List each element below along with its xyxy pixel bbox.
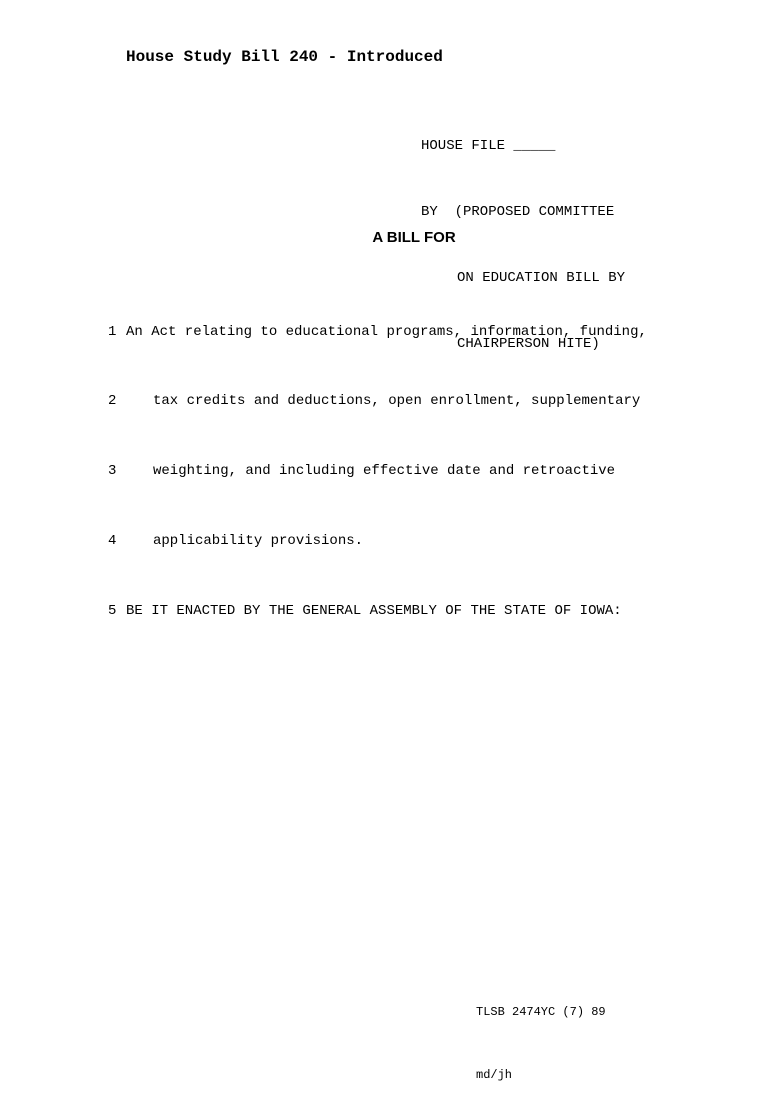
line-number: 3	[108, 463, 117, 480]
bill-line	[108, 321, 647, 344]
line-text: applicability provisions.	[153, 533, 364, 550]
bill-heading: A BILL FOR	[372, 229, 456, 246]
footer-initials: md/jh	[476, 1068, 513, 1082]
footer-code: TLSB 2474YC (7) 89	[476, 1005, 606, 1019]
line-text: tax credits and deductions, open enrollment, supplementary	[153, 393, 641, 410]
sponsor-committee-line: ON EDUCATION BILL BY	[457, 270, 626, 286]
line-text: An Act relating to educational programs, information, funding,	[126, 323, 647, 340]
line-text: weighting, and including effective date and retroactive	[153, 463, 616, 480]
line-number: 4	[108, 533, 117, 550]
bill-line	[108, 530, 647, 553]
sponsor-by-line: BY (PROPOSED COMMITTEE	[421, 204, 615, 220]
bill-text	[108, 274, 647, 647]
line-number: 1	[108, 323, 117, 340]
sponsor-chair-line: CHAIRPERSON HITE)	[457, 336, 600, 352]
bill-line	[108, 460, 647, 483]
bill-line	[108, 390, 647, 413]
line-number: 2	[108, 393, 117, 410]
page-title: House Study Bill 240 - Introduced	[126, 48, 443, 66]
house-file-line: HOUSE FILE _____	[421, 138, 556, 154]
bill-line	[108, 600, 647, 623]
line-number: 5	[108, 603, 117, 620]
footer-block	[476, 960, 606, 1107]
line-text: BE IT ENACTED BY THE GENERAL ASSEMBLY OF THE STATE OF IOWA:	[126, 603, 622, 620]
